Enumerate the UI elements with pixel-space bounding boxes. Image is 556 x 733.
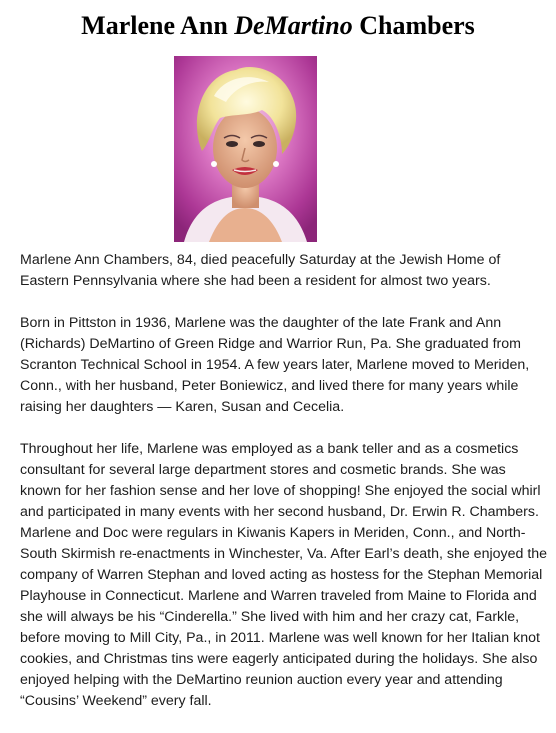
obituary-body	[20, 250, 550, 733]
paragraph-life-story: Throughout her life, Marlene was employed as a bank teller and as a cosmetics consultant for several large department stores and cosmetic brands. She was known for her fashion sense and her love of shopping! She enjoyed the social whirl and participated in many events with her second husband, Dr. Erwin R. Chambers. Marlene and Doc were regulars in Kiwanis Kapers in Meriden, Conn., and North-South Skirmish re-enactments in Winchester, Va. After Earl’s death, she enjoyed the company of Warren Stephan and loved acting as hostess for the Stephan Memorial Playhouse in Connecticut. Marlene and Warren traveled from Maine to Florida and she will always be his “Cinderella.” She lived with him and her crazy cat, Farkle, before moving to Mill City, Pa., in 2011. Marlene was well known for her Italian knot cookies, and Christmas tins were eagerly anticipated during the holidays. She also enjoyed helping with the DeMartino reunion auction every year and attending “Cousins’ Weekend” every fall.	[20, 441, 548, 709]
paragraph-early-life: Born in Pittston in 1936, Marlene was the daughter of the late Frank and Ann (Richards) DeMartino of Green Ridge and Warrior Run, Pa. She graduated from Scranton Technical School in 1954. A few years later, Marlene moved to Meriden, Conn., with her husband, Peter Boniewicz, and lived there for many years while raising her daughters — Karen, Susan and Cecelia.	[20, 315, 530, 415]
portrait-illustration	[174, 56, 317, 242]
title-first-name: Marlene Ann	[81, 11, 228, 40]
title-maiden-name: DeMartino	[234, 11, 353, 40]
page-title	[0, 10, 556, 42]
paragraph-intro: Marlene Ann Chambers, 84, died peacefully Saturday at the Jewish Home of Eastern Pennsylvania where she had been a resident for almost two years.	[20, 252, 501, 289]
portrait-photo	[174, 56, 317, 242]
title-last-name: Chambers	[359, 11, 475, 40]
